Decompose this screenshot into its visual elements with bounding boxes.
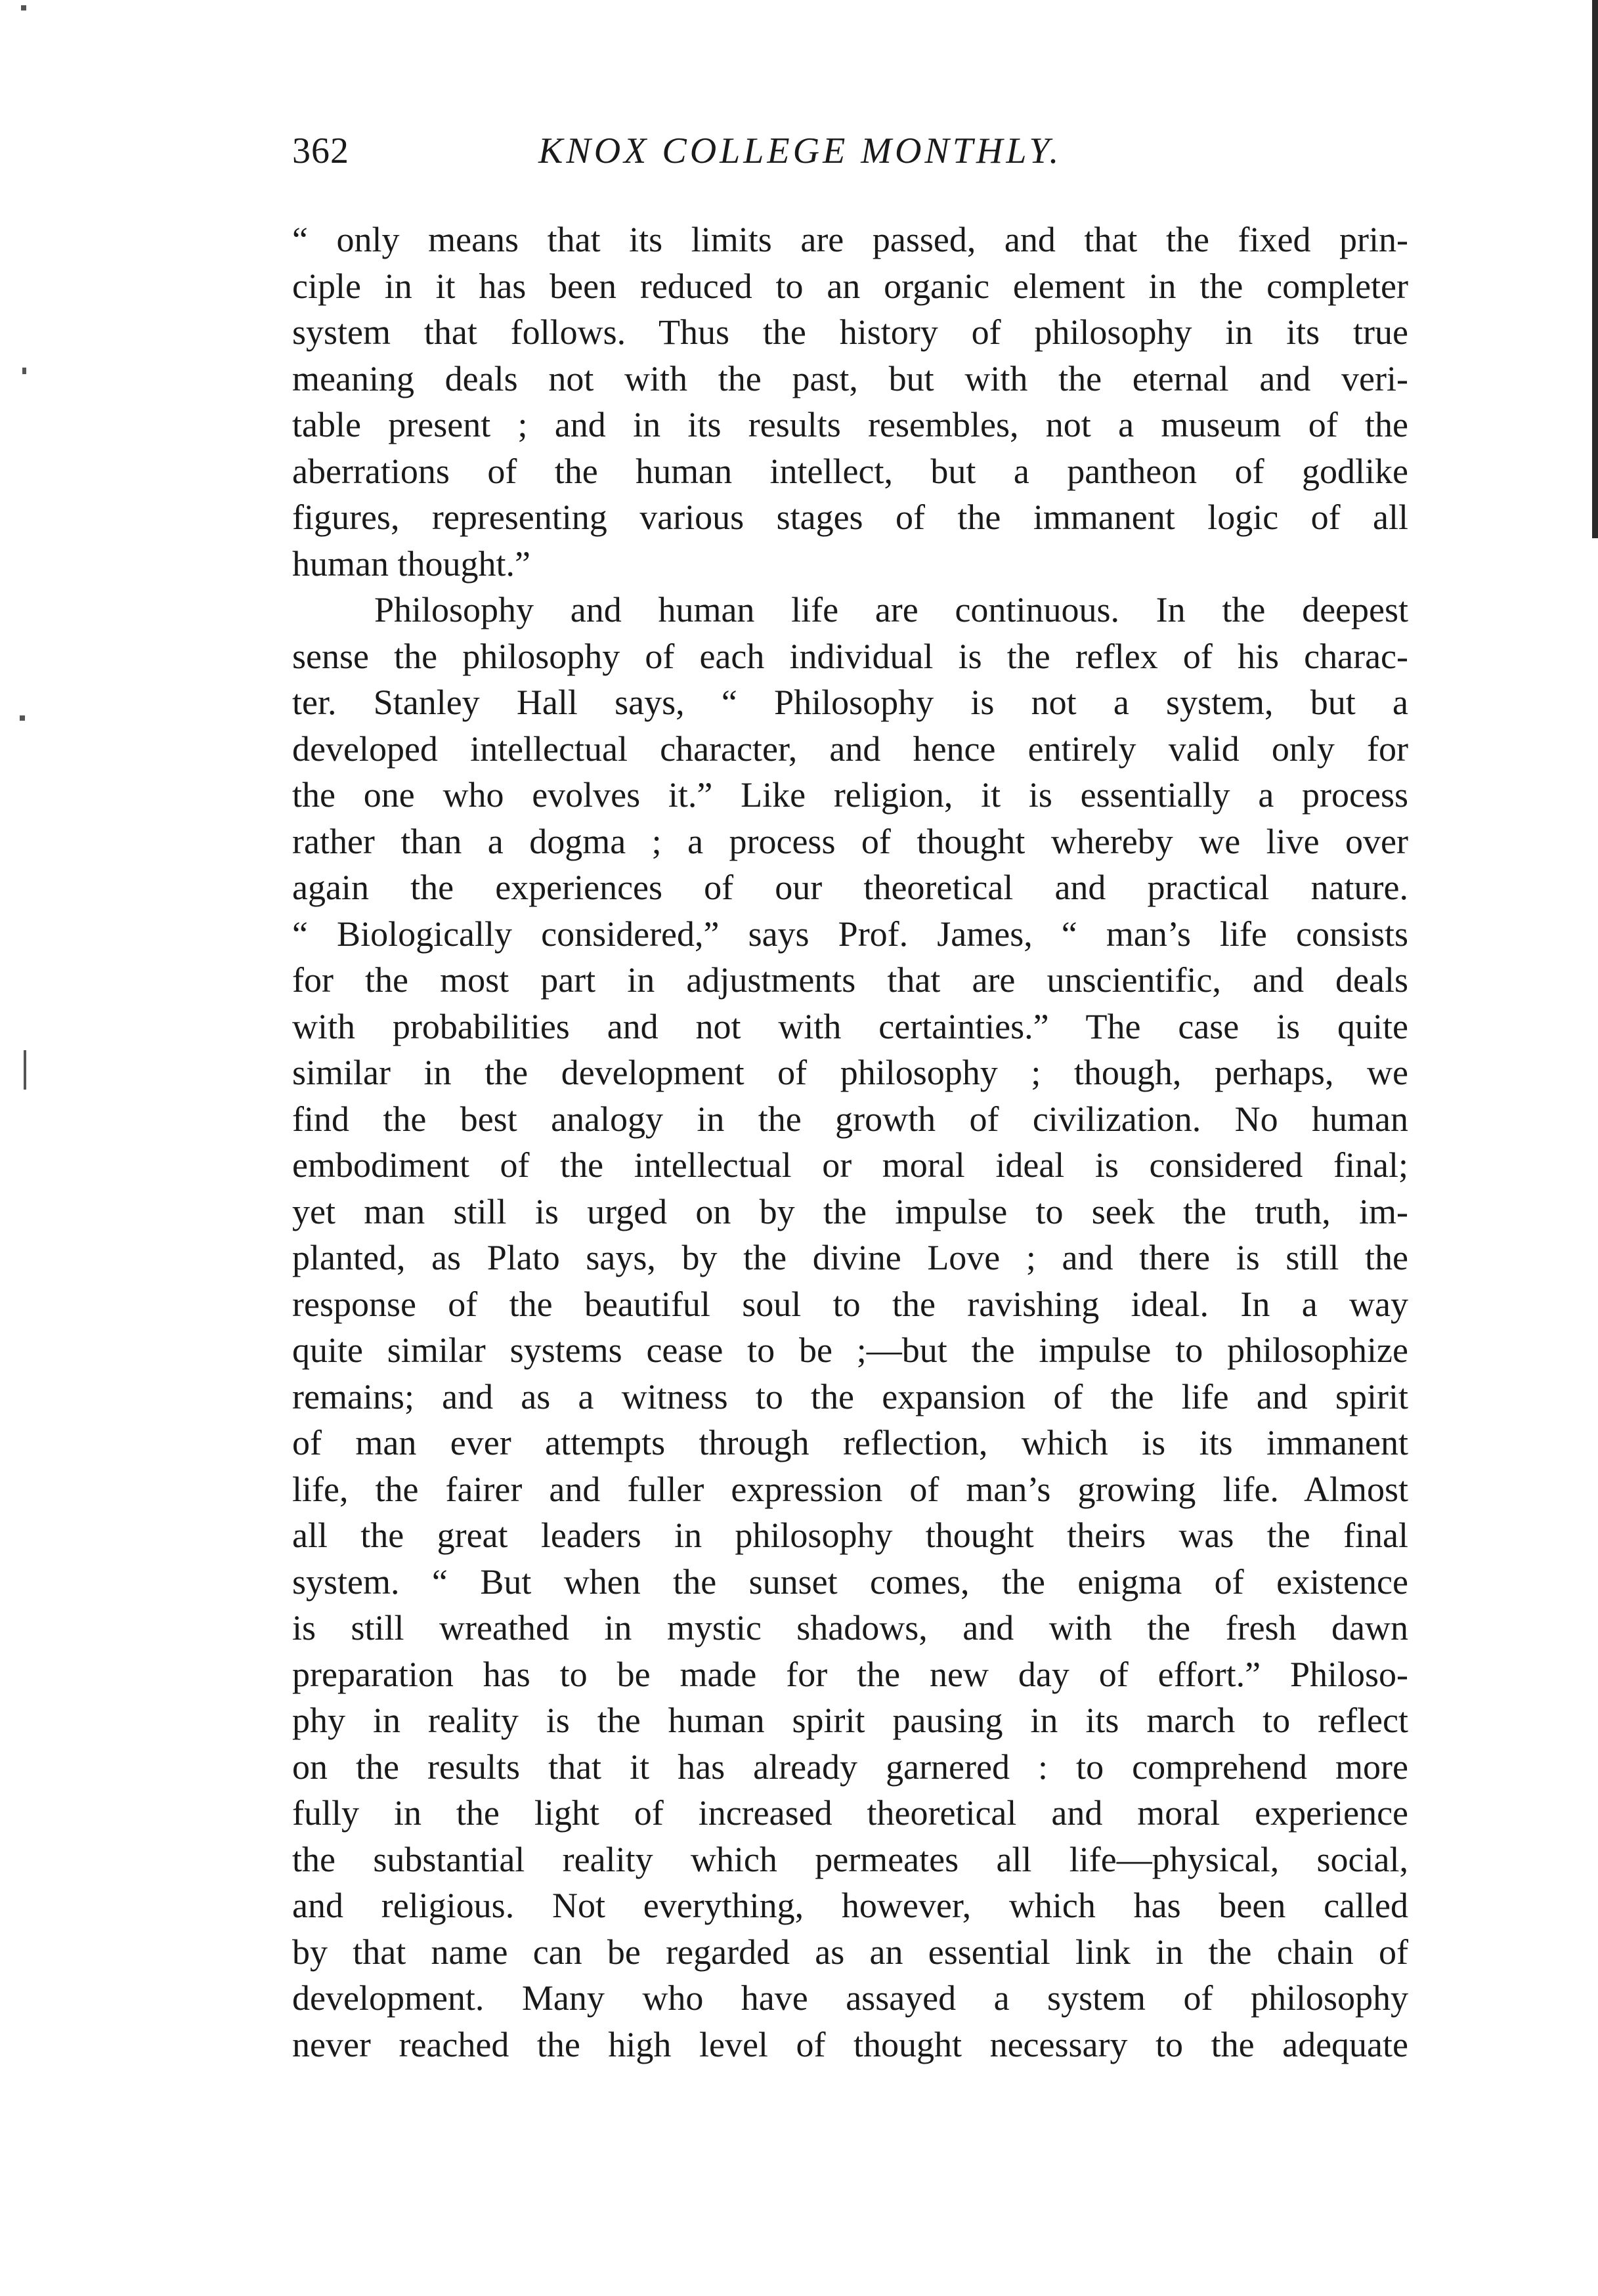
text-line: table present ; and in its results resembles, not a museum of the <box>292 405 1408 444</box>
margin-speck <box>24 1050 26 1090</box>
text-line: is still wreathed in mystic shadows, and with the fresh dawn <box>292 1608 1408 1648</box>
text-line: ter. Stanley Hall says, “ Philosophy is not a system, but a <box>292 683 1408 722</box>
text-line: yet man still is urged on by the impulse to seek the truth, im- <box>292 1191 1408 1231</box>
text-line: system that follows. Thus the history of philosophy in its true <box>292 312 1408 352</box>
text-line: never reached the high level of thought necessary to the adequate <box>292 2024 1408 2064</box>
text-line: and religious. Not everything, however, which has been called <box>292 1886 1408 1925</box>
margin-speck <box>22 368 26 374</box>
text-line: meaning deals not with the past, but with the eternal and veri- <box>292 358 1408 398</box>
text-line: “ Biologically considered,” says Prof. James, “ man’s life consists <box>292 914 1408 954</box>
text-line: on the results that it has already garnered : to comprehend more <box>292 1747 1408 1787</box>
text-line: phy in reality is the human spirit pausing in its march to reflect <box>292 1701 1408 1740</box>
text-line: the substantial reality which permeates all life—physical, social, <box>292 1839 1408 1879</box>
text-line: “ only means that its limits are passed, and that the fixed prin- <box>292 220 1408 259</box>
text-line: development. Many who have assayed a system of philosophy <box>292 1978 1408 2018</box>
margin-speck <box>21 5 26 11</box>
text-line: similar in the development of philosophy ; though, perhaps, we <box>292 1053 1408 1092</box>
body-text <box>292 217 1408 2068</box>
text-line: system. “ But when the sunset comes, the enigma of existence <box>292 1562 1408 1602</box>
text-line: again the experiences of our theoretical and practical nature. <box>292 868 1408 907</box>
text-line: rather than a dogma ; a process of thought whereby we live over <box>292 821 1408 861</box>
text-line: of man ever attempts through reflection, which is its immanent <box>292 1423 1408 1462</box>
text-line: aberrations of the human intellect, but a pantheon of godlike <box>292 451 1408 491</box>
text-line: remains; and as a witness to the expansion of the life and spirit <box>292 1376 1408 1416</box>
text-line: life, the fairer and fuller expression of man’s growing life. Almost <box>292 1469 1408 1509</box>
text-line: preparation has to be made for the new day of effort.” Philoso- <box>292 1654 1408 1694</box>
running-title: KNOX COLLEGE MONTHLY. <box>538 131 1062 171</box>
text-line: fully in the light of increased theoretical and moral experience <box>292 1793 1408 1833</box>
text-line: by that name can be regarded as an essential link in the chain of <box>292 1932 1408 1972</box>
text-line: sense the philosophy of each individual is the reflex of his charac- <box>292 636 1408 676</box>
text-line: embodiment of the intellectual or moral ideal is considered final; <box>292 1145 1408 1185</box>
text-line: for the most part in adjustments that are unscientific, and deals <box>292 960 1408 1000</box>
text-line: the one who evolves it.” Like religion, it is essentially a process <box>292 775 1408 815</box>
page-header <box>292 130 1408 182</box>
text-line: response of the beautiful soul to the ravishing ideal. In a way <box>292 1284 1408 1324</box>
text-line: quite similar systems cease to be ;—but the impulse to philosophize <box>292 1330 1408 1370</box>
page-edge-shadow <box>1592 0 1598 538</box>
margin-speck <box>20 715 25 721</box>
text-line: with probabilities and not with certainties.” The case is quite <box>292 1006 1408 1046</box>
text-line: find the best analogy in the growth of civilization. No human <box>292 1099 1408 1139</box>
text-line: planted, as Plato says, by the divine Love ; and there is still the <box>292 1238 1408 1277</box>
page-number: 362 <box>292 131 349 171</box>
text-line: human thought.” <box>292 543 530 584</box>
text-line: figures, representing various stages of the immanent logic of all <box>292 498 1408 537</box>
text-line: all the great leaders in philosophy thought theirs was the final <box>292 1516 1408 1555</box>
paragraph-first-line: Philosophy and human life are continuous. In the deepest <box>374 590 1408 629</box>
text-line: ciple in it has been reduced to an organic element in the completer <box>292 266 1408 306</box>
text-line: developed intellectual character, and hence entirely valid only for <box>292 729 1408 769</box>
